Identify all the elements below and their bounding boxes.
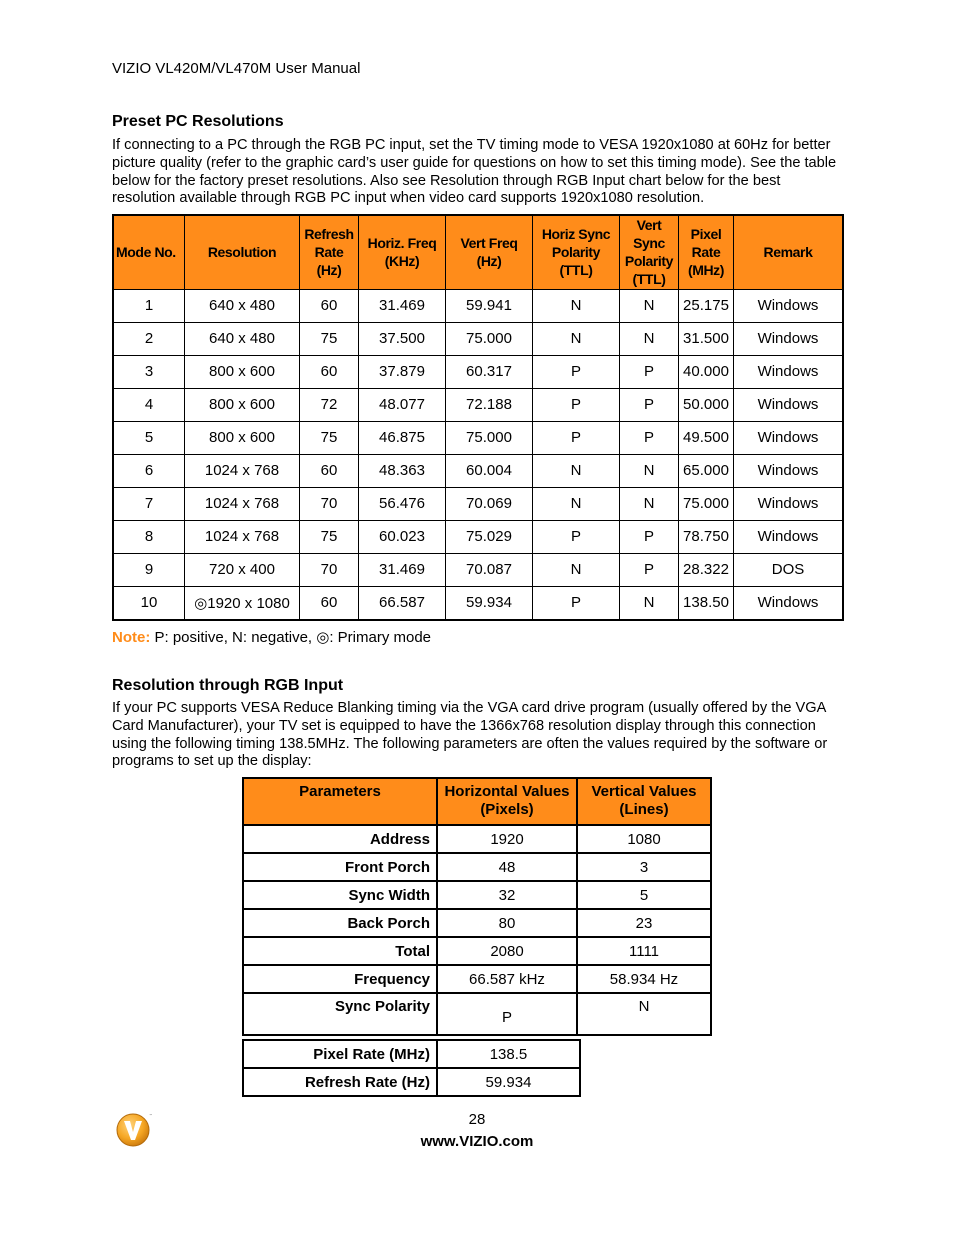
table-cell: Windows [734,289,844,322]
parameter-label: Sync Polarity [243,993,437,1035]
note-text: P: positive, N: negative, ◎: Primary mode [150,629,432,646]
table-cell: 70.069 [446,487,533,520]
table-cell: P [620,520,679,553]
parameter-label: Back Porch [243,909,437,937]
table-row [113,553,843,586]
table-cell: P [533,388,620,421]
table-cell: 75 [300,322,359,355]
table-cell: 60 [300,289,359,322]
table-row [113,322,843,355]
table-cell: Windows [734,388,844,421]
parameter-label: Sync Width [243,881,437,909]
table-row [243,965,711,993]
table-row [113,421,843,454]
table-cell: 78.750 [679,520,734,553]
column-header: Pixel Rate (MHz) [679,215,734,289]
preset-resolutions-table [112,214,844,621]
table-cell: 800 x 600 [185,421,300,454]
rgb-rate-table [242,1039,581,1097]
table-cell: 9 [113,553,185,586]
table-cell: 138.50 [679,586,734,620]
parameter-label: Refresh Rate (Hz) [243,1068,437,1096]
table-row [113,289,843,322]
table-cell: Windows [734,355,844,388]
table-cell: P [533,586,620,620]
table-cell: 70.087 [446,553,533,586]
table-cell: 31.469 [359,553,446,586]
table-cell: 25.175 [679,289,734,322]
table-cell: 800 x 600 [185,355,300,388]
table-cell: N [620,289,679,322]
table-cell: Windows [734,487,844,520]
table-row [243,937,711,965]
table-cell: 60.023 [359,520,446,553]
preset-paragraph [112,137,847,208]
column-header: Horiz Sync Polarity (TTL) [533,215,620,289]
table-cell: 60.317 [446,355,533,388]
table-cell: 60 [300,355,359,388]
table-cell: 50.000 [679,388,734,421]
table-cell: P [620,355,679,388]
table-row [113,520,843,553]
table-cell: 640 x 480 [185,322,300,355]
table-row [243,881,711,909]
table-cell: N [620,454,679,487]
table-cell: 37.500 [359,322,446,355]
preset-paragraph-text: If connecting to a PC through the RGB PC input, set the TV timing mode to VESA 1920x1080 at 60Hz for better picture quality (refer to the graphic card’s user guide for questions on how to set this timing mode). See the table below for the factory preset resolutions. Also see Resolution through RGB Input chart below for the best resolution available through RGB PC input when video card supports 1920x1080 resolution. [112,137,837,207]
footer-url: www.VIZIO.com [420,1133,534,1150]
table-row [113,388,843,421]
table-cell: 66.587 kHz [437,965,577,993]
table-cell: 1024 x 768 [185,487,300,520]
table-cell: N [533,487,620,520]
table-header-row [113,215,843,289]
table-row [243,1068,580,1096]
table-cell: N [533,454,620,487]
table-cell: 60.004 [446,454,533,487]
table-cell: 48.077 [359,388,446,421]
table-cell: 66.587 [359,586,446,620]
table-cell: 138.5 [437,1040,580,1068]
table-cell: 46.875 [359,421,446,454]
table-cell: 1 [113,289,185,322]
table-cell: 5 [577,881,711,909]
table-cell: 37.879 [359,355,446,388]
table-cell: 60 [300,586,359,620]
table-cell: 70 [300,487,359,520]
table-cell: 10 [113,586,185,620]
table-cell: 31.500 [679,322,734,355]
note-label: Note: [112,629,151,646]
table-cell: P [533,355,620,388]
table-cell: 3 [577,853,711,881]
table-cell: 7 [113,487,185,520]
table-cell: ◎1920 x 1080 [185,586,300,620]
table-cell: 720 x 400 [185,553,300,586]
table-cell: 640 x 480 [185,289,300,322]
rgb-parameters-table [242,777,712,1036]
column-header: Refresh Rate (Hz) [300,215,359,289]
table-cell: Windows [734,454,844,487]
rgb-paragraph-text: If your PC supports VESA Reduce Blanking timing via the VGA card drive program (usually offered by the VGA Card Manufacturer), your TV set is equipped to have the 1366x768 resolution display through this connection using the following timing 138.5MHz. The following parameters are often the values required by the software or programs to set up the display: [112,700,828,770]
table-cell: Windows [734,586,844,620]
table-cell: P [620,553,679,586]
table-cell: P [533,520,620,553]
table-cell: 75 [300,520,359,553]
table-cell: 49.500 [679,421,734,454]
table-cell: Windows [734,520,844,553]
table-cell: N [533,289,620,322]
table-cell: 56.476 [359,487,446,520]
table-cell: 2 [113,322,185,355]
table-cell: N [533,322,620,355]
table-cell: 75.000 [446,421,533,454]
table-cell: 28.322 [679,553,734,586]
table-note [112,628,431,646]
table-cell: 8 [113,520,185,553]
column-header: Vert Sync Polarity (TTL) [620,215,679,289]
column-header: Resolution [185,215,300,289]
preset-section-title: Preset PC Resolutions [112,113,284,130]
table-row [243,853,711,881]
table-cell: 1111 [577,937,711,965]
table-cell: 75.029 [446,520,533,553]
table-cell: N [620,322,679,355]
table-cell: 75 [300,421,359,454]
table-cell: P [533,421,620,454]
parameter-label: Front Porch [243,853,437,881]
table-cell: 72.188 [446,388,533,421]
table-cell: 48.363 [359,454,446,487]
table-cell: 1920 [437,825,577,853]
table-cell: Windows [734,322,844,355]
table-cell: P [620,421,679,454]
table-cell: 80 [437,909,577,937]
parameter-label: Frequency [243,965,437,993]
table-cell: 75.000 [446,322,533,355]
table-cell: N [620,487,679,520]
column-header: Vertical Values (Lines) [577,778,711,825]
table-cell: 4 [113,388,185,421]
page-header: VIZIO VL420M/VL470M User Manual [112,60,361,77]
table-cell: 32 [437,881,577,909]
parameter-label: Address [243,825,437,853]
column-header: Horizontal Values (Pixels) [437,778,577,825]
table-cell: 48 [437,853,577,881]
column-header: Horiz. Freq (KHz) [359,215,446,289]
table-row [113,355,843,388]
table-row [243,825,711,853]
table-cell: P [437,993,577,1035]
table-cell: 59.934 [437,1068,580,1096]
column-header: Parameters [243,778,437,825]
table-row [113,454,843,487]
svg-text:™: ™ [149,1113,153,1118]
table-cell: 5 [113,421,185,454]
table-cell: N [620,586,679,620]
table-row [113,586,843,620]
parameter-label: Total [243,937,437,965]
table-cell: 59.934 [446,586,533,620]
table-cell: N [533,553,620,586]
table-cell: 58.934 Hz [577,965,711,993]
table-cell: 23 [577,909,711,937]
table-cell: 6 [113,454,185,487]
table-cell: N [577,993,711,1035]
table-cell: 60 [300,454,359,487]
rgb-paragraph [112,700,847,771]
column-header: Remark [734,215,844,289]
table-cell: 800 x 600 [185,388,300,421]
table-cell: 1024 x 768 [185,520,300,553]
table-cell: 75.000 [679,487,734,520]
table-cell: Windows [734,421,844,454]
table-row [243,1040,580,1068]
table-cell: 1024 x 768 [185,454,300,487]
table-cell: P [620,388,679,421]
table-header-row [243,778,711,825]
column-header: Mode No. [113,215,185,289]
table-cell: 31.469 [359,289,446,322]
table-row [113,487,843,520]
table-cell: 40.000 [679,355,734,388]
table-cell: 70 [300,553,359,586]
table-cell: 65.000 [679,454,734,487]
table-cell: DOS [734,553,844,586]
table-row [243,909,711,937]
rgb-section-title: Resolution through RGB Input [112,677,344,694]
table-cell: 59.941 [446,289,533,322]
table-cell: 72 [300,388,359,421]
page-number: 28 [468,1111,486,1128]
table-row [243,993,711,1035]
column-header: Vert Freq (Hz) [446,215,533,289]
table-cell: 3 [113,355,185,388]
table-cell: 2080 [437,937,577,965]
parameter-label: Pixel Rate (MHz) [243,1040,437,1068]
table-cell: 1080 [577,825,711,853]
